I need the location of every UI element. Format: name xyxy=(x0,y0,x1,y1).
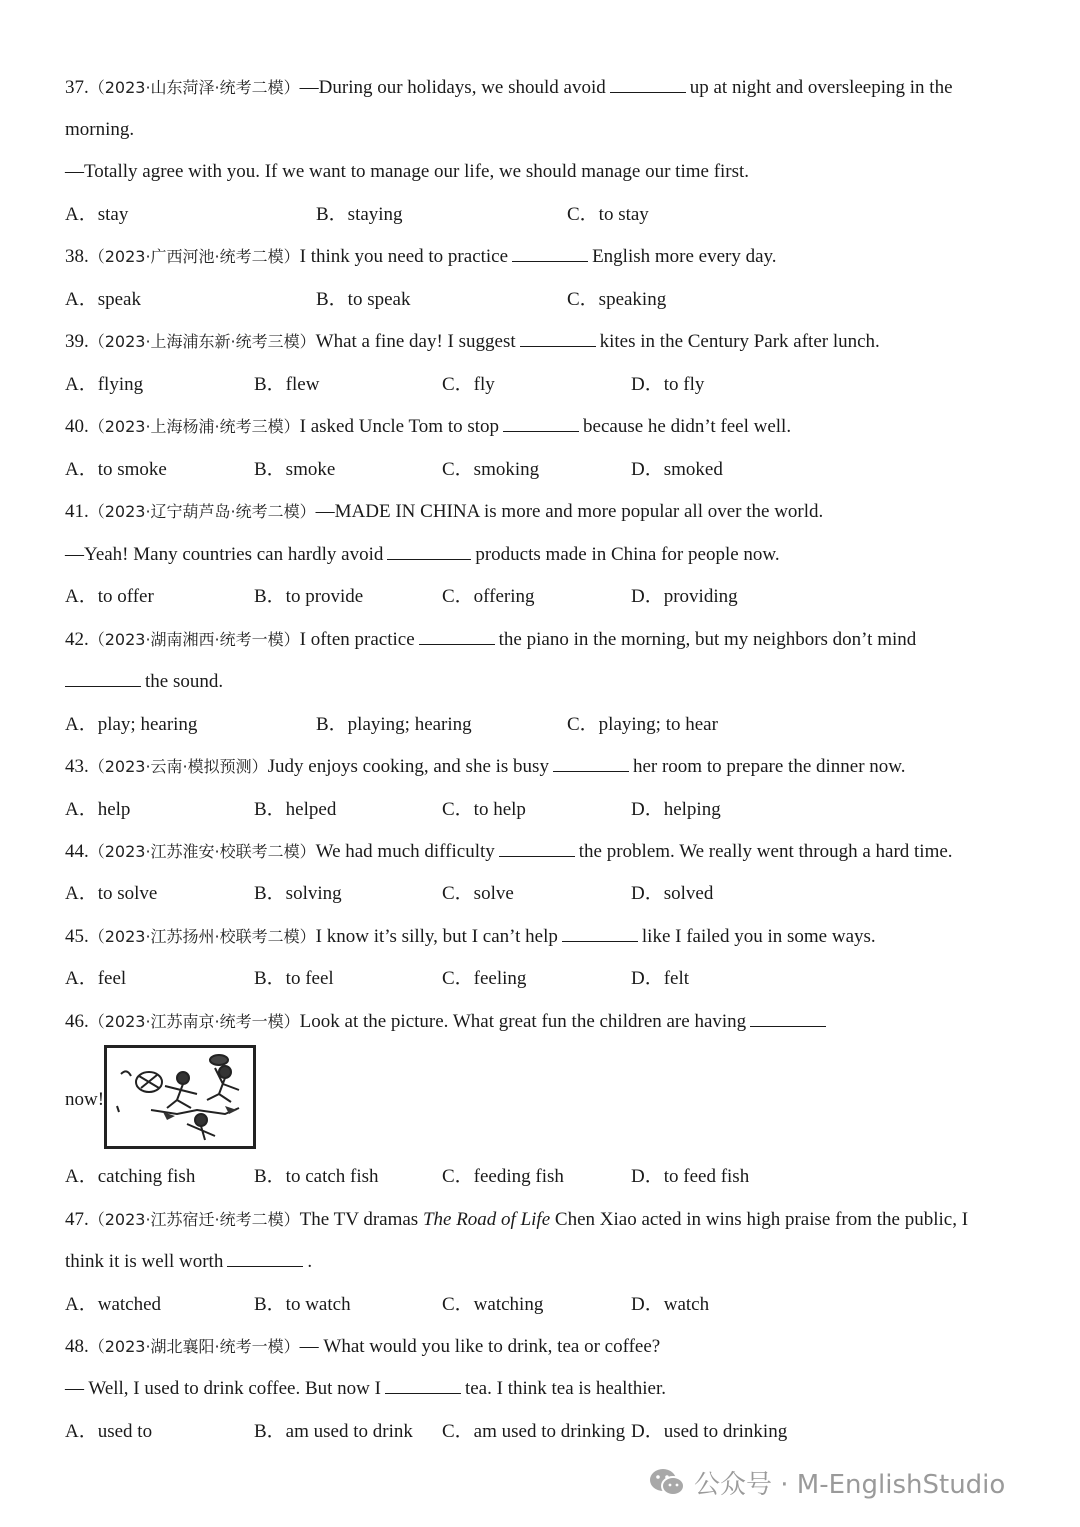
option-b: B．staying xyxy=(316,204,403,225)
option-b: B．smoke xyxy=(254,459,336,480)
question-38 xyxy=(65,245,1040,269)
option-d: D．watch xyxy=(631,1294,710,1315)
question-text: kites in the Century Park after lunch. xyxy=(599,331,880,352)
question-text: What a fine day! I suggest xyxy=(315,331,516,352)
drama-title: The Road of Life xyxy=(422,1209,551,1230)
question-text: —MADE IN CHINA is more and more popular all over the world. xyxy=(315,501,824,522)
question-text: The TV dramas xyxy=(299,1209,419,1230)
question-source: （2023·江苏南京·统考一模） xyxy=(88,1012,300,1031)
option-c: C．am used to drinking xyxy=(442,1421,626,1442)
question-text: her room to prepare the dinner now. xyxy=(632,756,906,777)
option-b: B．to speak xyxy=(316,289,411,310)
question-42 xyxy=(65,628,1040,652)
watermark xyxy=(648,1462,1005,1502)
question-source: （2023·山东菏泽·统考二模） xyxy=(88,78,300,97)
option-a: A．catching fish xyxy=(65,1166,196,1187)
option-d: D．solved xyxy=(631,883,714,904)
question-48-line2 xyxy=(65,1377,1040,1401)
question-number: 47. xyxy=(65,1209,89,1230)
question-text: We had much difficulty xyxy=(315,841,495,862)
option-c: C．playing; to hear xyxy=(567,714,718,735)
option-b: B．to provide xyxy=(254,586,364,607)
question-37-line2: morning. xyxy=(65,119,135,140)
question-text: I asked Uncle Tom to stop xyxy=(299,416,500,437)
option-b: B．to watch xyxy=(254,1294,351,1315)
option-b: B．solving xyxy=(254,883,342,904)
question-number: 37. xyxy=(65,77,89,98)
question-source: （2023·江苏扬州·校联考二模） xyxy=(88,927,316,946)
children-fishing-picture xyxy=(104,1045,256,1149)
answer-blank xyxy=(385,1377,461,1394)
option-b: B．to feel xyxy=(254,968,334,989)
option-c: C．speaking xyxy=(567,289,667,310)
question-number: 41. xyxy=(65,501,89,522)
question-number: 46. xyxy=(65,1011,89,1032)
question-text: tea. I think tea is healthier. xyxy=(464,1378,666,1399)
option-b: B．playing; hearing xyxy=(316,714,472,735)
option-c: C．fly xyxy=(442,374,495,395)
answer-blank xyxy=(503,415,579,432)
option-b: B．am used to drink xyxy=(254,1421,413,1442)
question-text: — What would you like to drink, tea or coffee? xyxy=(299,1336,661,1357)
question-text: Judy enjoys cooking, and she is busy xyxy=(267,756,549,777)
option-c: C．to help xyxy=(442,799,526,820)
question-text: because he didn’t feel well. xyxy=(583,416,792,437)
option-c: C．to stay xyxy=(567,204,649,225)
question-number: 40. xyxy=(65,416,89,437)
answer-blank xyxy=(419,628,495,645)
option-a: A．stay xyxy=(65,204,129,225)
option-d: D．to feed fish xyxy=(631,1166,750,1187)
question-text: —Yeah! Many countries can hardly avoid xyxy=(65,544,384,565)
option-a: A．used to xyxy=(65,1421,153,1442)
question-source: （2023·云南·模拟预测） xyxy=(88,757,268,776)
wechat-icon xyxy=(648,1467,686,1497)
question-number: 45. xyxy=(65,926,89,947)
question-text: — Well, I used to drink coffee. But now I xyxy=(65,1378,381,1399)
question-source: （2023·江苏宿迁·统考二模） xyxy=(88,1210,300,1229)
question-number: 39. xyxy=(65,331,89,352)
question-source: （2023·上海浦东新·统考三模） xyxy=(88,332,316,351)
option-a: A．watched xyxy=(65,1294,162,1315)
question-text: the piano in the morning, but my neighbors don’t mind xyxy=(498,629,917,650)
question-42-line2 xyxy=(65,670,1040,694)
question-source: （2023·湖北襄阳·统考一模） xyxy=(88,1337,300,1356)
question-46 xyxy=(65,1010,1040,1034)
question-text: English more every day. xyxy=(592,246,777,267)
question-47-line2 xyxy=(65,1250,1040,1274)
question-46-line2: now! xyxy=(65,1089,105,1110)
option-a: A．feel xyxy=(65,968,127,989)
question-text: up at night and oversleeping in the xyxy=(689,77,953,98)
children-fishing-illustration xyxy=(107,1048,253,1146)
question-48 xyxy=(65,1335,1040,1359)
option-a: A．play; hearing xyxy=(65,714,198,735)
question-39 xyxy=(65,330,1040,354)
answer-blank xyxy=(610,76,686,93)
answer-blank xyxy=(499,840,575,857)
question-number: 38. xyxy=(65,246,89,267)
option-c: C．feeling xyxy=(442,968,527,989)
answer-blank xyxy=(750,1010,826,1027)
question-text: Chen Xiao acted in wins high praise from the public, I xyxy=(554,1209,969,1230)
question-text: like I failed you in some ways. xyxy=(641,926,876,947)
option-c: C．smoking xyxy=(442,459,540,480)
option-c: C．offering xyxy=(442,586,535,607)
question-source: （2023·江苏淮安·校联考二模） xyxy=(88,842,316,861)
question-47 xyxy=(65,1208,1040,1232)
option-a: A．help xyxy=(65,799,131,820)
answer-blank xyxy=(512,245,588,262)
answer-blank xyxy=(65,670,141,687)
option-a: A．to solve xyxy=(65,883,158,904)
question-40 xyxy=(65,415,1040,439)
question-source: （2023·辽宁葫芦岛·统考二模） xyxy=(88,502,316,521)
option-d: D．helping xyxy=(631,799,721,820)
option-d: D．providing xyxy=(631,586,738,607)
question-number: 48. xyxy=(65,1336,89,1357)
question-text: the problem. We really went through a hard time. xyxy=(578,841,953,862)
option-d: D．felt xyxy=(631,968,690,989)
question-number: 43. xyxy=(65,756,89,777)
option-c: C．solve xyxy=(442,883,514,904)
question-text: Look at the picture. What great fun the children are having xyxy=(299,1011,747,1032)
question-41 xyxy=(65,500,1040,524)
question-text: the sound. xyxy=(145,671,224,692)
question-37 xyxy=(65,76,1040,100)
option-b: B．helped xyxy=(254,799,337,820)
question-43 xyxy=(65,755,1040,779)
question-44 xyxy=(65,840,1040,864)
question-text: I know it’s silly, but I can’t help xyxy=(315,926,558,947)
question-source: （2023·湖南湘西·统考一模） xyxy=(88,630,300,649)
question-number: 42. xyxy=(65,629,89,650)
question-text: . xyxy=(307,1251,313,1272)
question-text: think it is well worth xyxy=(65,1251,224,1272)
option-a: A．to smoke xyxy=(65,459,167,480)
question-text: —During our holidays, we should avoid xyxy=(299,77,606,98)
option-b: B．flew xyxy=(254,374,320,395)
option-b: B．to catch fish xyxy=(254,1166,379,1187)
question-text: I think you need to practice xyxy=(299,246,509,267)
option-d: D．smoked xyxy=(631,459,723,480)
option-a: A．to offer xyxy=(65,586,154,607)
option-a: A．flying xyxy=(65,374,144,395)
option-d: D．used to drinking xyxy=(631,1421,788,1442)
question-text: I often practice xyxy=(299,629,415,650)
question-45 xyxy=(65,925,1040,949)
question-37-line3: —Totally agree with you. If we want to manage our life, we should manage our time first. xyxy=(65,161,750,182)
option-a: A．speak xyxy=(65,289,141,310)
answer-blank xyxy=(562,925,638,942)
answer-blank xyxy=(227,1250,303,1267)
watermark-text: 公众号 · M-EnglishStudio xyxy=(694,1469,1006,1500)
question-number: 44. xyxy=(65,841,89,862)
option-c: C．watching xyxy=(442,1294,544,1315)
option-d: D．to fly xyxy=(631,374,705,395)
question-source: （2023·上海杨浦·统考三模） xyxy=(88,417,300,436)
question-source: （2023·广西河池·统考二模） xyxy=(88,247,300,266)
answer-blank xyxy=(520,330,596,347)
answer-blank xyxy=(553,755,629,772)
question-41-line2 xyxy=(65,543,1040,567)
question-text: products made in China for people now. xyxy=(475,544,780,565)
option-c: C．feeding fish xyxy=(442,1166,564,1187)
answer-blank xyxy=(387,543,471,560)
